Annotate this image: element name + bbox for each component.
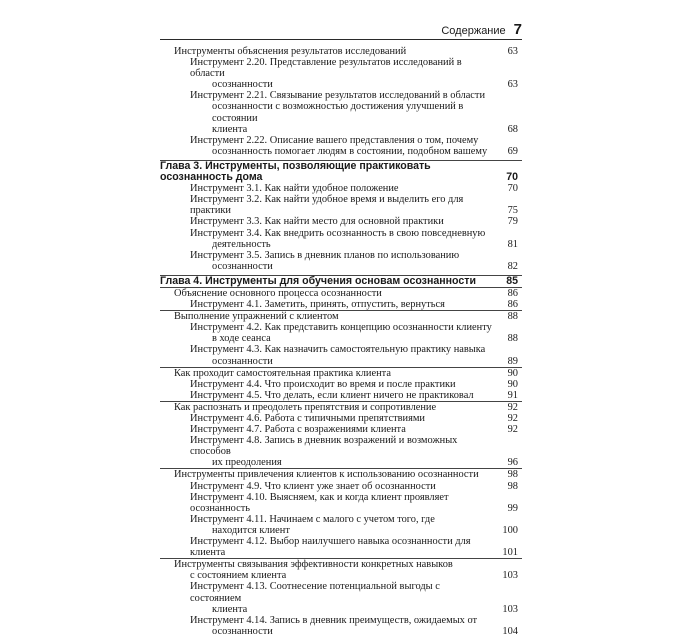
toc-page-number: 96 [507,457,518,469]
toc-entry-text: Инструмент 2.20. Представление результатов исследований в области [190,57,462,80]
toc-page-number: 92 [507,401,518,413]
toc-tool-entry [160,135,522,157]
toc-page-number: 81 [507,238,518,250]
toc-page-number: 104 [502,625,518,637]
toc-tool-entry [160,194,522,216]
toc-chapter-heading [160,275,522,287]
toc-entry-text: Инструмент 4.11. Начинаем с малого с учетом того, где [190,513,435,525]
toc-tool-entry [160,322,522,344]
running-header [160,21,522,38]
toc-entry-text: Инструмент 4.13. Соотнесение потенциальной выгоды с состоянием [190,581,440,604]
toc-page-number: 86 [507,287,518,299]
toc-tool-entry [160,228,522,250]
toc-page-number: 98 [507,469,518,481]
toc-page-number: 86 [507,299,518,311]
toc-entry-text-continued: деятельность [212,238,271,250]
toc-page-number: 69 [507,145,518,157]
toc-section-entry [160,401,522,413]
toc-page-number: 90 [507,367,518,379]
toc-entry-text: Инструмент 3.4. Как внедрить осознанность в свою повседневную [190,227,486,239]
toc-page-number: 68 [507,123,518,135]
toc-page-number: 90 [507,378,518,390]
toc-entry-text: Инструмент 4.1. Заметить, принять, отпустить, вернуться [190,299,445,311]
toc-entry-text-continued: с состоянием клиента [190,570,287,582]
toc-tool-entry [160,514,522,536]
toc-entry-text-continued: осознанности [212,355,273,367]
toc-entry-text: Выполнение упражнений с клиентом [174,311,339,323]
toc-chapter-heading [160,160,522,183]
toc-entry-text: Инструмент 3.3. Как найти место для основной практики [190,216,444,228]
toc-entry-text: Глава 4. Инструменты для обучения основам осознанности [160,274,476,287]
toc-page-number: 89 [507,355,518,367]
toc-tool-entry [160,299,522,310]
toc-page-number: 91 [507,389,518,401]
toc-entry-text: Инструмент 4.4. Что происходит во время и после практики [190,378,456,390]
toc-page-number: 88 [507,333,518,345]
toc-tool-entry [160,90,522,134]
toc-entry-text: Инструмент 2.21. Связывание результатов исследований в области [190,90,486,102]
toc-entry-text: Объяснение основного процесса осознанности [174,287,382,299]
toc-entry-text-continued: клиента [212,123,248,135]
toc-page-number: 75 [507,205,518,217]
toc-entry-text: Инструмент 4.14. Запись в дневник преимуществ, ожидаемых от [190,614,478,626]
toc-tool-entry [160,413,522,424]
toc-section-entry [160,287,522,299]
toc-entry-text: Инструмент 4.2. Как представить концепцию осознанности клиенту [190,322,492,334]
toc-tool-entry [160,481,522,492]
toc-page-number: 63 [507,79,518,91]
toc-page-number: 101 [502,547,518,559]
header-rule [160,39,522,40]
toc-entry-text: Инструмент 4.3. Как назначить самостоятельную практику навыка [190,344,486,356]
page-number: 7 [513,21,522,38]
toc-section-entry [160,558,522,581]
table-of-contents [160,46,522,637]
toc-entry-text-continued: осознанности [212,79,273,91]
toc-entry-text: Инструмент 4.9. Что клиент уже знает об осознанности [190,480,436,492]
toc-tool-entry [160,344,522,366]
toc-entry-text-continued: клиента [212,603,248,615]
toc-tool-entry [160,435,522,468]
toc-tool-entry [160,424,522,435]
toc-entry-text: Инструмент 4.5. Что делать, если клиент ничего не практиковал [190,389,474,401]
toc-page-number: 88 [507,311,518,323]
toc-entry-text: Инструмент 4.10. Выясняем, как и когда клиент проявляет осознанность [190,491,449,514]
toc-tool-entry [160,250,522,272]
toc-section-entry [160,468,522,480]
toc-entry-text: Инструмент 3.1. Как найти удобное положение [190,183,399,195]
toc-tool-entry [160,57,522,90]
toc-entry-text: Инструменты объяснения результатов исследований [174,46,407,57]
header-title: Содержание [441,25,506,37]
toc-entry-text-continued: осознанность помогает людям в состоянии, подобном вашему [212,145,488,157]
toc-tool-entry [160,492,522,514]
toc-entry-text: Инструмент 4.6. Работа с типичными препятствиями [190,413,425,424]
toc-section-entry [160,46,522,57]
toc-page-number: 99 [507,502,518,514]
toc-page-number: 92 [507,424,518,436]
toc-tool-entry [160,581,522,614]
toc-entry-text: Инструмент 4.12. Выбор наилучшего навыка осознанности для клиента [190,536,471,559]
toc-entry-text: Инструмент 4.7. Работа с возражениями клиента [190,424,406,436]
toc-entry-text: Инструменты связывания эффективности конкретных навыков [174,559,453,571]
toc-page-number: 82 [507,260,518,272]
toc-tool-entry [160,615,522,637]
toc-tool-entry [160,216,522,227]
toc-entry-text-continued: их преодоления [212,457,282,469]
toc-page-number: 100 [502,524,518,536]
toc-entry-text: Инструмент 4.8. Запись в дневник возражений и возможных способов [190,435,458,458]
toc-entry-text: Инструмент 2.22. Описание вашего представления о том, почему [190,134,479,146]
toc-entry-text-continued: осознанности [212,260,273,272]
toc-section-entry [160,367,522,379]
toc-page-number: 103 [502,570,518,582]
toc-entry-text: Инструменты привлечения клиентов к использованию осознанности [174,469,479,481]
toc-page-number: 79 [507,216,518,228]
toc-entry-text: Как проходит самостоятельная практика клиента [174,367,391,379]
toc-page-number: 70 [506,171,518,184]
toc-page-number: 98 [507,480,518,492]
toc-tool-entry [160,379,522,390]
toc-entry-text: Инструмент 3.2. Как найти удобное время и выделить его для практики [190,194,464,217]
toc-tool-entry [160,183,522,194]
toc-page-number: 103 [502,603,518,615]
toc-page-number: 85 [506,274,518,287]
toc-tool-entry [160,390,522,401]
toc-entry-text-continued: в ходе сеанса [212,333,271,345]
toc-tool-entry [160,536,522,558]
toc-entry-text: Инструмент 3.5. Запись в дневник планов по использованию [190,249,460,261]
toc-page-number: 92 [507,413,518,424]
toc-entry-text: Глава 3. Инструменты, позволяющие практиковать осознанность дома [160,159,431,184]
toc-entry-text-continued: осознанности [212,625,273,637]
toc-section-entry [160,310,522,322]
toc-entry-text-continued: находится клиент [212,524,290,536]
toc-entry-text: Как распознать и преодолеть препятствия и сопротивление [174,401,437,413]
toc-page-number: 70 [507,183,518,195]
toc-page-number: 63 [507,46,518,57]
toc-entry-text-continued: осознанности с возможностью достижения улучшений в состоянии [212,101,464,124]
